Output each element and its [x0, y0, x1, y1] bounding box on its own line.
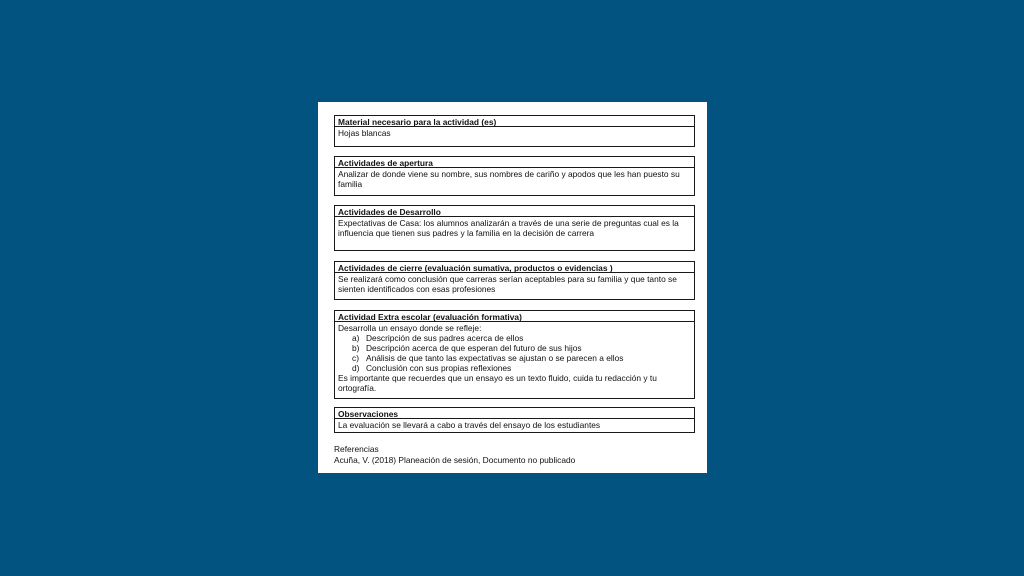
- materials-section: [334, 115, 695, 147]
- list-item: [338, 343, 691, 353]
- extracurricular-activity-heading: Actividad Extra escolar (evaluación formativa): [335, 311, 694, 322]
- essay-intro: Desarrolla un ensayo donde se refleje:: [338, 323, 482, 333]
- references-entry: Acuña, V. (2018) Planeación de sesión, Documento no publicado: [334, 455, 576, 465]
- observations-body: La evaluación se llevará a cabo a través del ensayo de los estudiantes: [338, 420, 601, 430]
- observations-heading: Observaciones: [335, 408, 694, 419]
- list-item-marker: c): [352, 353, 359, 363]
- essay-items-list: [338, 333, 691, 373]
- materials-heading: Material necesario para la actividad (es): [335, 116, 694, 127]
- references-title: Referencias: [334, 444, 379, 454]
- list-item-marker: a): [352, 333, 360, 343]
- development-activities-section: [334, 205, 695, 251]
- closing-activities-heading: Actividades de cierre (evaluación sumativa, productos o evidencias ): [335, 262, 694, 273]
- references-block: [334, 444, 575, 466]
- materials-body: Hojas blancas: [338, 128, 391, 138]
- opening-activities-heading: Actividades de apertura: [335, 157, 694, 168]
- development-activities-body: Expectativas de Casa: los alumnos analizarán a través de una serie de preguntas cual es la influencia que tienen sus padres y la familia en la decisión de carrera: [338, 218, 679, 238]
- list-item-marker: d): [352, 363, 360, 373]
- closing-activities-body: Se realizará como conclusión que carreras serían aceptables para su familia y que tanto se sienten identificados con esas profesiones: [338, 274, 677, 294]
- list-item-marker: b): [352, 343, 360, 353]
- list-item: [338, 333, 691, 343]
- list-item: [338, 363, 691, 373]
- list-item-text: Conclusión con sus propias reflexiones: [366, 363, 512, 373]
- list-item-text: Descripción acerca de que esperan del futuro de sus hijos: [366, 343, 582, 353]
- extracurricular-activity-section: [334, 310, 695, 399]
- extracurricular-activity-body: [335, 322, 694, 393]
- list-item-text: Análisis de que tanto las expectativas se ajustan o se parecen a ellos: [366, 353, 624, 363]
- document-page: [318, 102, 707, 473]
- list-item-text: Descripción de sus padres acerca de ellos: [366, 333, 524, 343]
- opening-activities-body: Analizar de donde viene su nombre, sus nombres de cariño y apodos que les han puesto su familia: [338, 169, 680, 189]
- opening-activities-section: [334, 156, 695, 196]
- development-activities-heading: Actividades de Desarrollo: [335, 206, 694, 217]
- closing-activities-section: [334, 261, 695, 300]
- essay-outro: Es importante que recuerdes que un ensayo es un texto fluido, cuida tu redacción y tu ortografía.: [338, 373, 657, 393]
- observations-section: [334, 407, 695, 433]
- list-item: [338, 353, 691, 363]
